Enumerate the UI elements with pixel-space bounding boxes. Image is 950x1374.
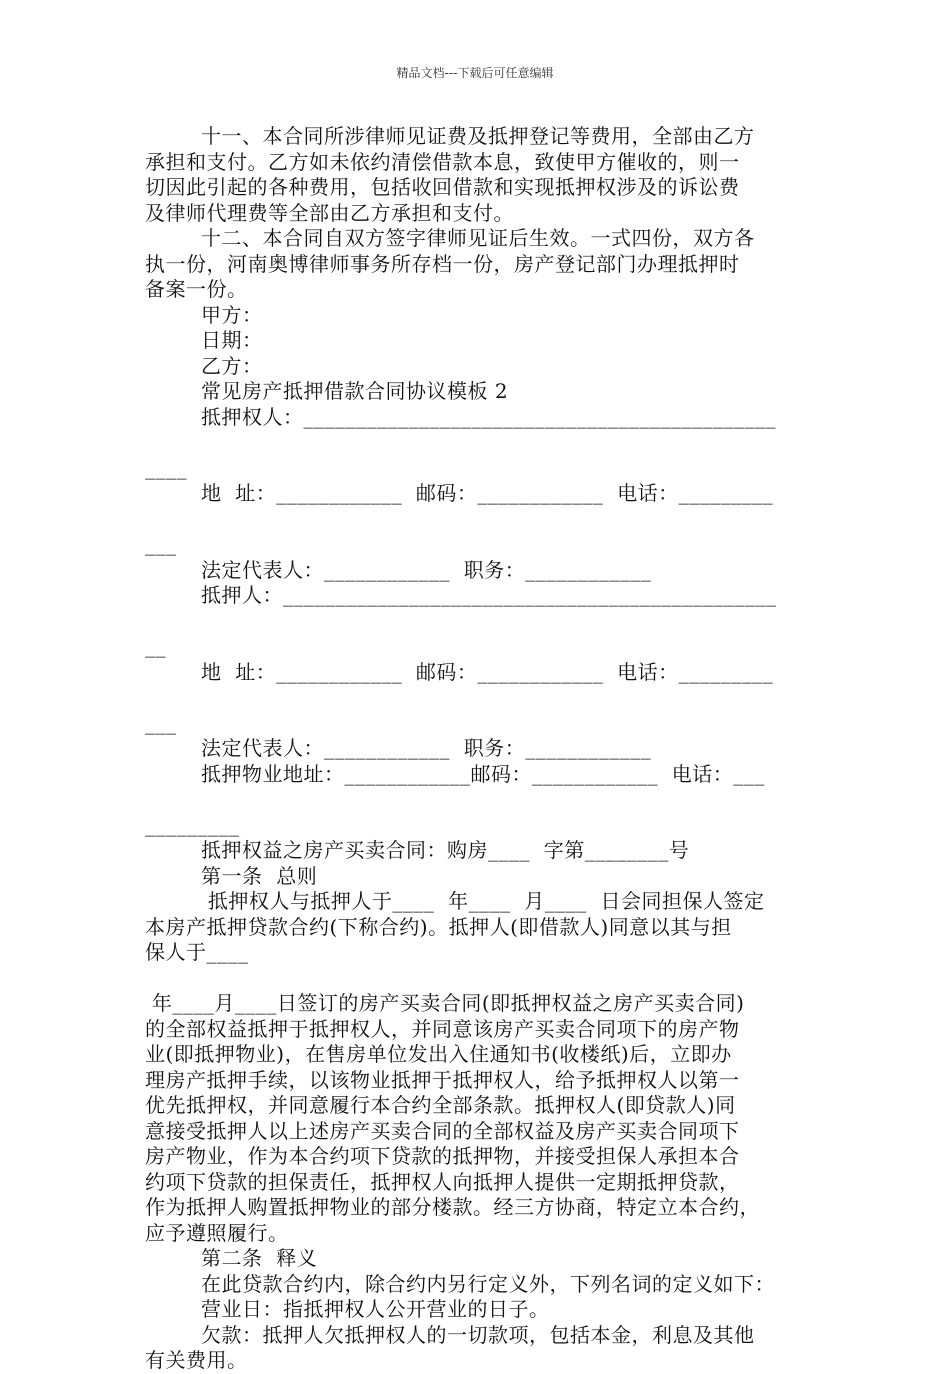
text-line: 第二条 释义 [201,1246,318,1270]
text-line: 日期： [201,328,263,352]
text-line: 有关费用。 [145,1348,248,1372]
text-line: _________ [145,812,240,837]
text-line: 抵押权人与抵押人于____ 年____ 月____ 日会同担保人签定 [201,889,765,913]
text-line [145,685,810,711]
text-line: 欠款：抵押人欠抵押权人的一切款项，包括本金，利息及其他 [201,1322,755,1347]
text-line: 承担和支付。乙方如未依约清偿借款本息，致使甲方催收的，则一 [145,149,740,174]
text-line: ___ [145,710,177,735]
text-line: 营业日：指抵押权人公开营业的日子。 [201,1297,550,1321]
text-line: 法定代表人：____________ 职务：____________ [201,557,652,582]
text-line: 备案一份。 [145,277,248,301]
text-line: ___ [145,532,177,556]
text-line: 法定代表人：____________ 职务：____________ [201,736,652,760]
text-line: 优先抵押权，并同意履行本合约全部条款。抵押权人(即贷款人)同 [145,1093,736,1117]
text-line: 甲方： [201,302,263,327]
text-line: 约项下贷款的担保责任，抵押权人向抵押人提供一定期抵押贷款， [145,1169,740,1194]
text-line: ____ [145,455,187,480]
text-line: 房产物业，作为本合约项下贷款的抵押物，并接受担保人承担本合 [145,1144,740,1168]
text-line: 切因此引起的各种费用，包括收回借款和实现抵押权涉及的诉讼费 [145,175,740,199]
text-line: 作为抵押人购置抵押物业的部分楼款。经三方协商，特定立本合约， [145,1195,760,1219]
text-line: 本房产抵押贷款合约(下称合约)。抵押人(即借款人)同意以其与担 [145,914,732,939]
text-line: 抵押权人：_____________________________________________ [201,404,776,429]
text-line: 及律师代理费等全部由乙方承担和支付。 [145,200,514,225]
text-line [145,787,810,813]
text-line: 第一条 总则 [201,863,318,888]
text-line [145,609,810,635]
text-line: 十一、本合同所涉律师见证费及抵押登记等费用，全部由乙方 [201,124,755,148]
text-line: 常见房产抵押借款合同协议模板 2 [201,379,509,403]
text-line: 执一份，河南奥博律师事务所存档一份，房产登记部门办理抵押时 [145,251,740,276]
text-line: 抵押权益之房产买卖合同：购房____ 字第________号 [201,838,690,862]
text-line [145,430,810,456]
text-line: 在此贷款合约内，除合约内另行定义外，下列名词的定义如下： [201,1271,775,1296]
document-body [145,124,810,1374]
text-line: 十二、本合同自双方签字律师见证后生效。一式四份，双方各 [201,226,755,250]
text-line [145,966,810,992]
text-line: 抵押人：_______________________________________________ [201,583,777,607]
text-line: __ [145,634,166,658]
text-line: 乙方： [201,353,263,378]
page-header: 精品文档---下载后可任意编辑 [396,66,554,80]
text-line: 地 址：____________ 邮码：____________ 电话：_________ [201,659,774,684]
text-line: 意接受抵押人以上述房产买卖合同的全部权益及房产买卖合同项下 [145,1118,740,1143]
text-line: 保人于____ [145,940,249,964]
text-line: 的全部权益抵押于抵押权人，并同意该房产买卖合同项下的房产物 [145,1016,740,1041]
text-line: 抵押物业地址：____________邮码：____________ 电话：___ [201,761,765,786]
text-line: 理房产抵押手续，以该物业抵押于抵押权人，给予抵押权人以第一 [145,1067,740,1092]
text-line: 应予遵照履行。 [145,1220,289,1245]
text-line: 年____月____日签订的房产买卖合同(即抵押权益之房产买卖合同) [145,991,745,1015]
text-line [145,507,810,533]
text-line: 地 址：____________ 邮码：____________ 电话：_________ [201,481,774,505]
text-line: 业(即抵押物业)，在售房单位发出入住通知书(收楼纸)后，立即办 [145,1042,732,1066]
